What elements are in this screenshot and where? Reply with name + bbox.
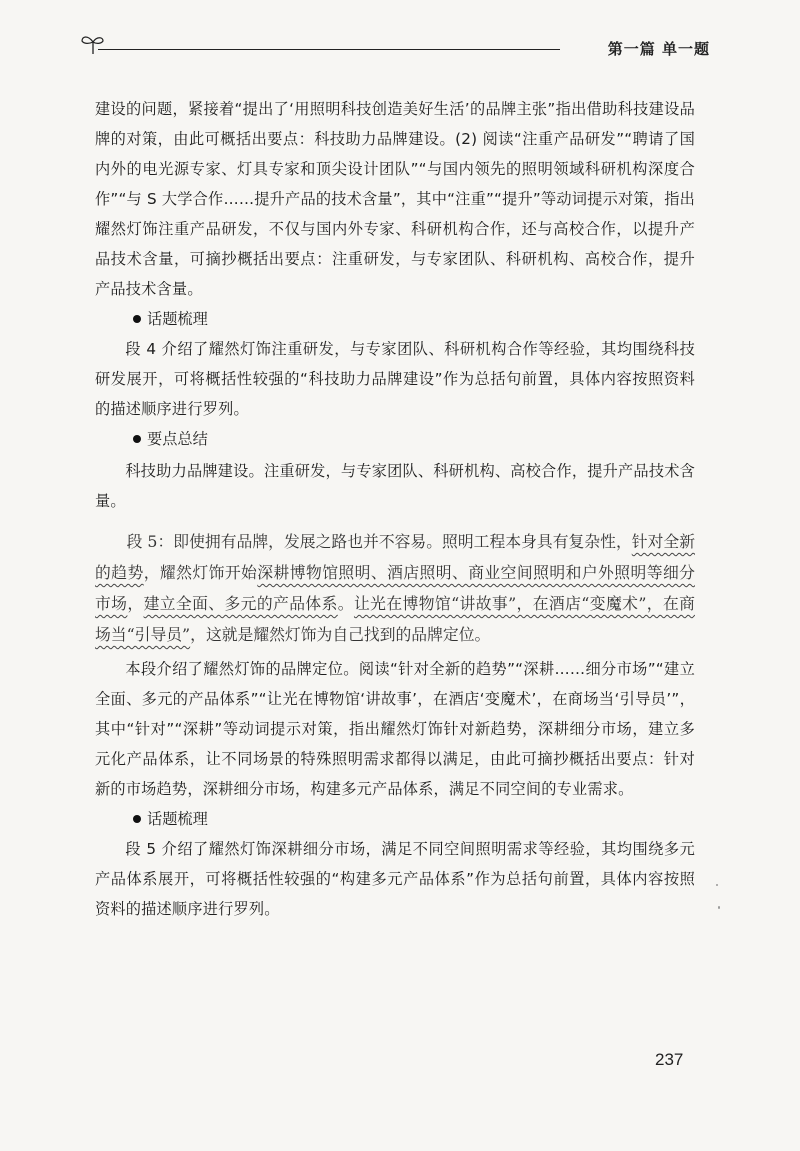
sprout-icon <box>80 32 106 56</box>
bullet-icon <box>133 315 141 323</box>
section-title: 第一篇 单一题 <box>607 40 710 58</box>
quote-underline: 深耕博物馆照明、酒店照明、商业空间照明和户外照明等细分市场 <box>95 563 695 613</box>
summary-heading <box>95 424 695 454</box>
quote-text: ，这就是耀然灯饰为自己找到的品牌定位。 <box>190 625 491 644</box>
bullet-icon <box>133 435 141 443</box>
quote-underline: 建立全面、多元的产品体系 <box>143 594 338 613</box>
page-header <box>80 30 710 66</box>
quote-text: ， <box>127 594 144 613</box>
summary-heading-label: 要点总结 <box>147 430 208 448</box>
paragraph-2: 段 4 介绍了耀然灯饰注重研发，与专家团队、科研机构合作等经验，其均围绕科技研发展开，可将概括性较强的“科技助力品牌建设”作为总括句前置，具体内容按照资料的描述顺序进行罗列。 <box>95 340 695 418</box>
paragraph-4: 本段介绍了耀然灯饰的品牌定位。阅读“针对全新的趋势”“深耕……细分市场”“建立全面、多元的产品体系”“让光在博物馆‘讲故事’，在酒店‘变魔术’，在商场当‘引导员’”，其中“针对”“深耕”等动词提示对策，指出耀然灯饰针对新趋势，深耕细分市场，建立多元化产品体系，让不同场景的特殊照明需求都得以满足，由此可摘抄概括出要点：针对新的市场趋势，深耕细分市场，构建多元产品体系，满足不同空间的专业需求。 <box>95 660 695 798</box>
topic-heading-label: 话题梳理 <box>147 310 208 328</box>
topic-heading-2 <box>95 804 695 834</box>
page-body <box>95 94 695 924</box>
paragraph-5: 段 5 介绍了耀然灯饰深耕细分市场，满足不同空间照明需求等经验，其均围绕多元产品体系展开，可将概括性较强的“构建多元产品体系”作为总括句前置，具体内容按照资料的描述顺序进行罗列。 <box>95 840 695 918</box>
paragraph-1: 建设的问题，紧接着“提出了‘用照明科技创造美好生活’的品牌主张”指出借助科技建设品牌的对策，由此可概括出要点：科技助力品牌建设。(2) 阅读“注重产品研发”“聘请了国内外的电光源专家、灯具专家和顶尖设计团队”“与国内领先的照明领域科研机构深度合作”“与 S 大学合作……提升产品的技术含量”，其中“注重”“提升”等动词提示对策，指出耀然灯饰注重产品研发，不仅与国内外专家、科研机构合作，还与高校合作，以提升产品技术含量，可摘抄概括出要点：注重研发，与专家团队、科研机构、高校合作，提升产品技术含量。 <box>95 100 695 298</box>
header-rule <box>98 49 560 50</box>
quote-underline: 针对全新的趋势 <box>95 532 695 582</box>
summary-text: 科技助力品牌建设。注重研发，与专家团队、科研机构、高校合作，提升产品技术含量。 <box>95 462 695 510</box>
quote-text: 。 <box>337 594 354 613</box>
scan-speck <box>718 906 720 909</box>
quote-underline: 让光在博物馆“讲故事”，在酒店“变魔术”，在商场当“引导员” <box>95 594 695 644</box>
quoted-material <box>95 526 695 650</box>
bullet-icon <box>133 815 141 823</box>
quote-text: 段 5：即使拥有品牌，发展之路也并不容易。照明工程本身具有复杂性， <box>126 532 632 551</box>
topic-heading-1 <box>95 304 695 334</box>
quote-text: ，耀然灯饰开始 <box>143 563 258 582</box>
scan-speck <box>716 884 718 886</box>
topic-heading-label: 话题梳理 <box>147 810 208 828</box>
page-number: 237 <box>655 1050 684 1069</box>
